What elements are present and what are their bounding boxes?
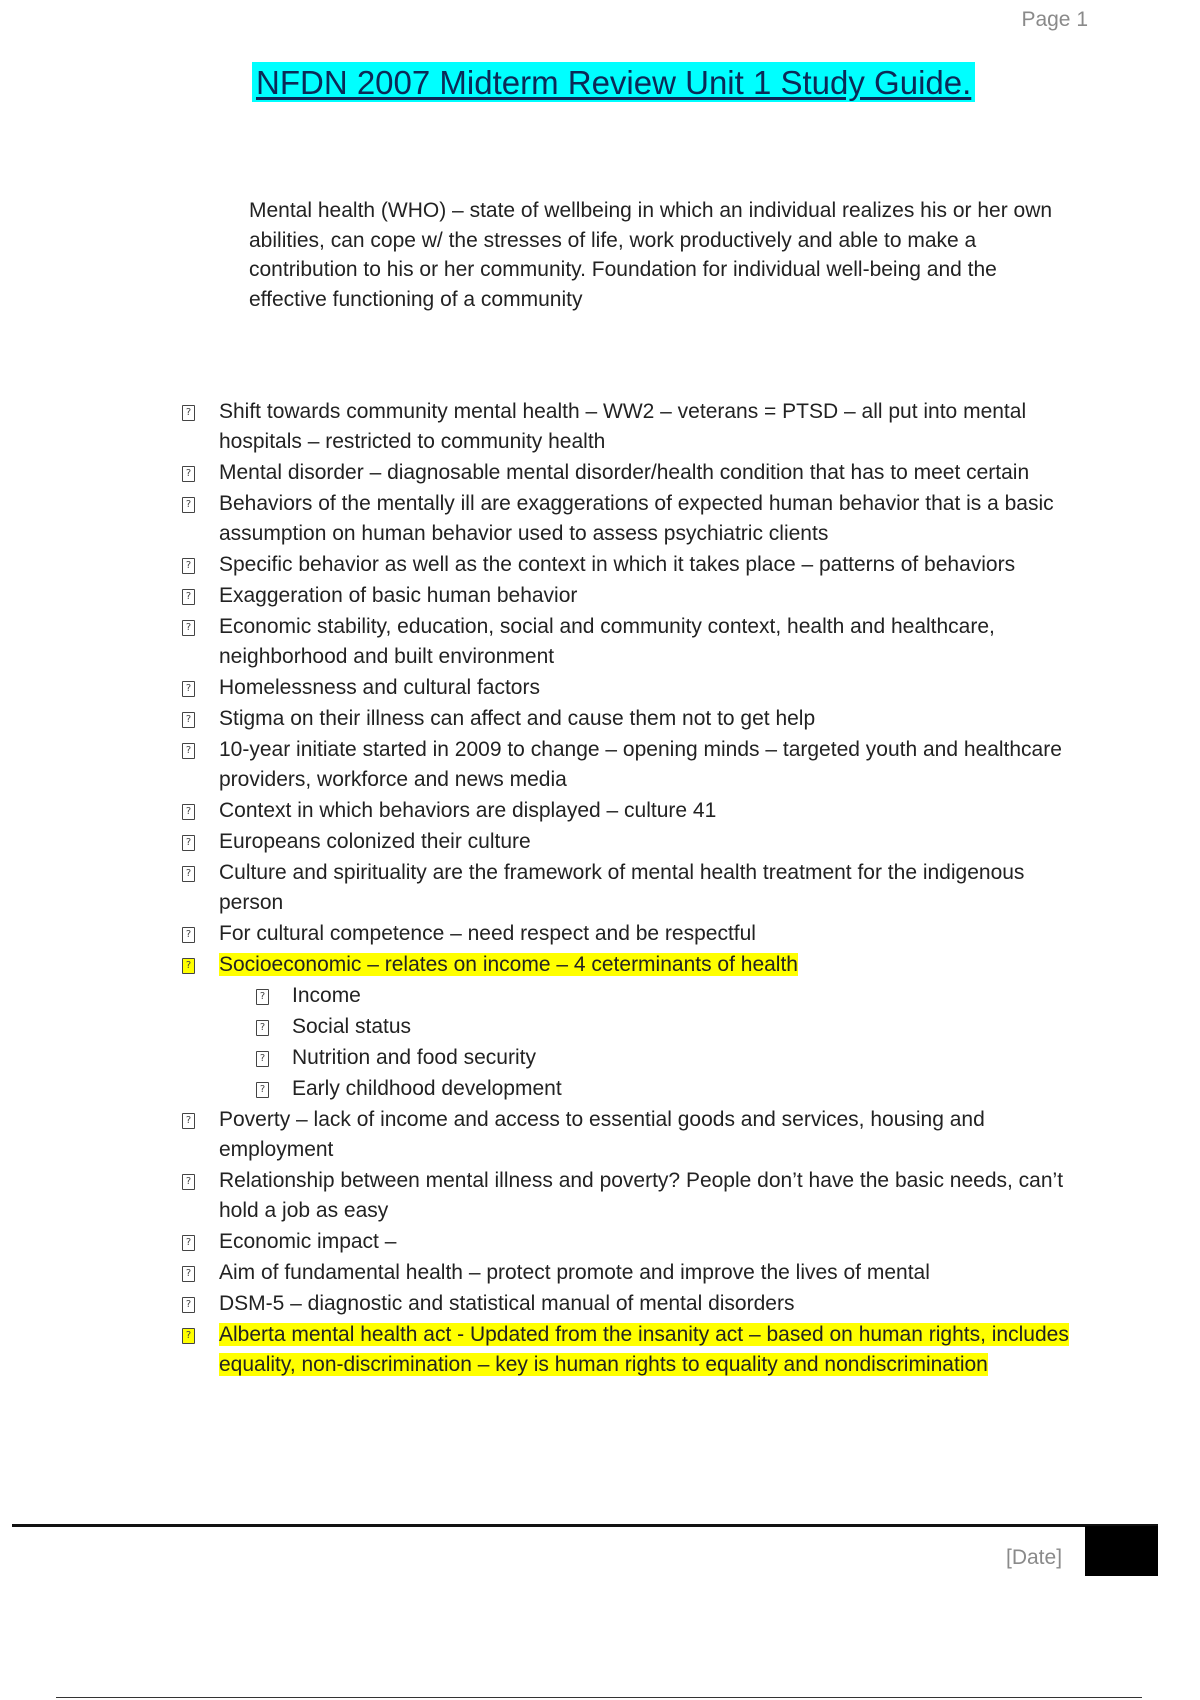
bullet-icon: ? [182, 405, 195, 421]
list-item [182, 458, 1092, 488]
list-item [182, 827, 1092, 857]
footer-date: [Date] [1006, 1546, 1063, 1569]
bullet-icon: ? [182, 743, 195, 759]
list-item [182, 1105, 1092, 1165]
list-item-text: Aim of fundamental health – protect promote and improve the lives of mental [219, 1261, 930, 1284]
bullet-list [182, 397, 1092, 1381]
sub-list-item [182, 1043, 1092, 1073]
sub-bullet-icon: ? [256, 1082, 269, 1098]
list-item [182, 1289, 1092, 1319]
footer-black-block [1085, 1526, 1158, 1576]
sub-list-item [182, 1012, 1092, 1042]
sub-bullet-icon: ? [256, 1051, 269, 1067]
bullet-icon: ? [182, 712, 195, 728]
bullet-icon: ? [182, 866, 195, 882]
sub-list-item [182, 1074, 1092, 1104]
bullet-icon: ? [182, 620, 195, 636]
list-item-text: Europeans colonized their culture [219, 830, 531, 853]
list-item-text: Exaggeration of basic human behavior [219, 584, 578, 607]
list-item-text: 10-year initiate started in 2009 to change – opening minds – targeted youth and healthcare providers, workforce and news media [219, 738, 1062, 791]
list-item-text: Homelessness and cultural factors [219, 676, 540, 699]
list-item-text: Stigma on their illness can affect and cause them not to get help [219, 707, 816, 730]
bullet-icon: ? [182, 1113, 195, 1129]
bullet-icon: ? [182, 1174, 195, 1190]
bullet-icon: ? [182, 1266, 195, 1282]
list-item [182, 1166, 1092, 1226]
bullet-icon: ? [182, 681, 195, 697]
bullet-icon: ? [182, 1328, 195, 1344]
sub-list-item [182, 981, 1092, 1011]
list-item [182, 581, 1092, 611]
list-item-text: DSM-5 – diagnostic and statistical manual of mental disorders [219, 1292, 795, 1315]
list-item [182, 397, 1092, 457]
list-item-text: Culture and spirituality are the framework of mental health treatment for the indigenous person [219, 861, 1025, 914]
list-item [182, 919, 1092, 949]
sub-list-item-text: Nutrition and food security [292, 1046, 536, 1069]
bullet-icon: ? [182, 466, 195, 482]
sub-list-item-text: Early childhood development [292, 1077, 562, 1100]
list-item-text: Mental disorder – diagnosable mental disorder/health condition that has to meet certain [219, 461, 1030, 484]
list-item [182, 550, 1092, 580]
sub-list-item-text: Income [292, 984, 361, 1007]
list-item [182, 796, 1092, 826]
bullet-icon: ? [182, 1297, 195, 1313]
bullet-icon: ? [182, 804, 195, 820]
intro-paragraph: Mental health (WHO) – state of wellbeing in which an individual realizes his or her own abilities, can cope w/ the stresses of life, work productively and able to make a contribution to his or her community. Foundation for individual well-being and the effective functioning of a community [249, 199, 1053, 311]
list-item-text: Shift towards community mental health – WW2 – veterans = PTSD – all put into mental hospitals – restricted to community health [219, 400, 1027, 453]
bottom-divider [56, 1697, 1142, 1698]
list-item-text: Economic impact – [219, 1230, 397, 1253]
list-item-text: Economic stability, education, social and community context, health and healthcare, neighborhood and built environment [219, 615, 995, 668]
sub-bullet-icon: ? [256, 1020, 269, 1036]
bullet-icon: ? [182, 835, 195, 851]
footer-divider [12, 1524, 1158, 1527]
list-item-text: Poverty – lack of income and access to essential goods and services, housing and employment [219, 1108, 985, 1161]
list-item [182, 612, 1092, 672]
list-item [182, 1258, 1092, 1288]
list-item-text: Context in which behaviors are displayed – culture 41 [219, 799, 717, 822]
list-item-text: Relationship between mental illness and poverty? People don’t have the basic needs, can’t hold a job as easy [219, 1169, 1064, 1222]
bullet-icon: ? [182, 589, 195, 605]
bullet-icon: ? [182, 927, 195, 943]
list-item [182, 1227, 1092, 1257]
list-item-highlighted [182, 950, 1092, 980]
bullet-icon: ? [182, 1235, 195, 1251]
list-item [182, 735, 1092, 795]
list-item-text: Alberta mental health act - Updated from the insanity act – based on human rights, includes equality, non-discrimination – key is human rights to equality and nondiscrimination [219, 1323, 1069, 1376]
bullet-icon: ? [182, 958, 195, 974]
page-number: Page 1 [1021, 8, 1088, 31]
sub-bullet-icon: ? [256, 989, 269, 1005]
list-item [182, 858, 1092, 918]
page-title: NFDN 2007 Midterm Review Unit 1 Study Guide. [252, 62, 975, 102]
title-container [252, 62, 1052, 102]
list-item-text: For cultural competence – need respect and be respectful [219, 922, 756, 945]
bullet-icon: ? [182, 497, 195, 513]
list-item-text: Behaviors of the mentally ill are exaggerations of expected human behavior that is a basic assumption on human behavior used to assess psychiatric clients [219, 492, 1054, 545]
sub-list-item-text: Social status [292, 1015, 412, 1038]
list-item-highlighted [182, 1320, 1092, 1380]
list-item [182, 673, 1092, 703]
list-item-text: Specific behavior as well as the context in which it takes place – patterns of behaviors [219, 553, 1016, 576]
list-item [182, 704, 1092, 734]
list-item [182, 489, 1092, 549]
bullet-icon: ? [182, 558, 195, 574]
list-item-text: Socioeconomic – relates on income – 4 ceterminants of health [219, 953, 798, 976]
